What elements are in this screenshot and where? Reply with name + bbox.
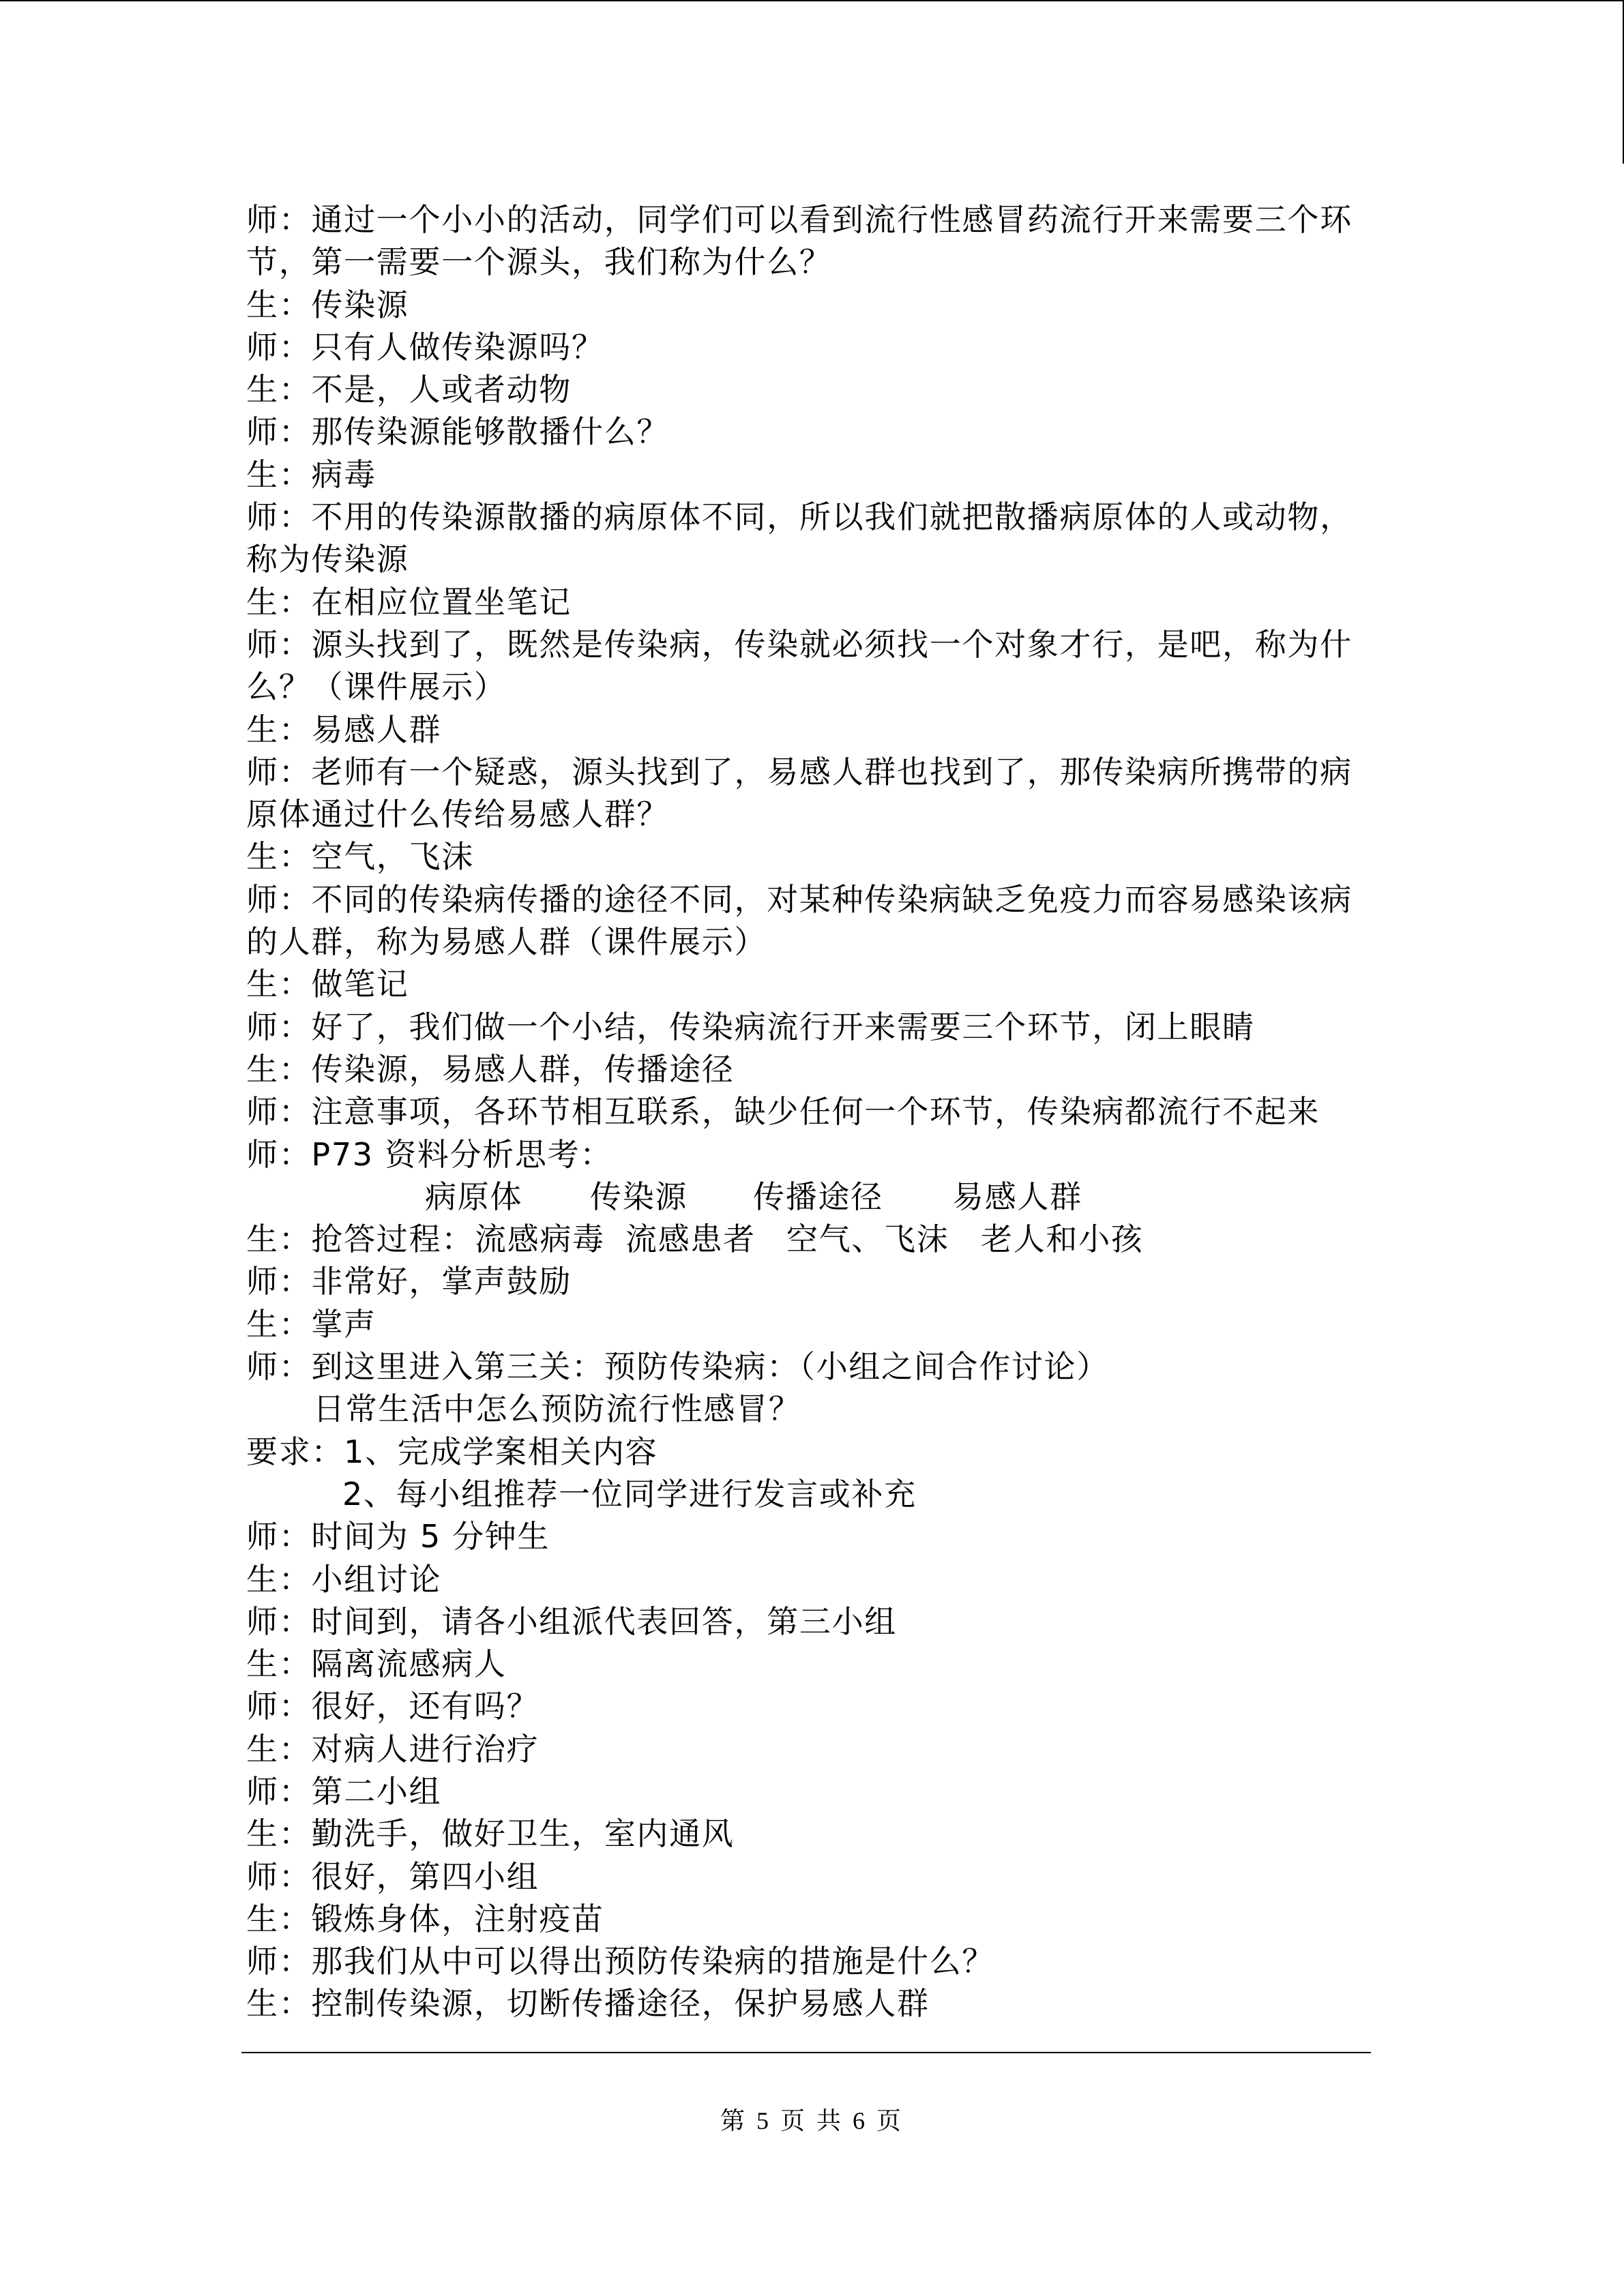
- transcript-line: 师：P73 资料分析思考：: [246, 1135, 612, 1173]
- transcript-line: 师：只有人做传染源吗？: [246, 328, 604, 366]
- transcript-line: 生：锻炼身体，注射疫苗: [246, 1900, 604, 1937]
- transcript-line: 日常生活中怎么预防流行性感冒？: [313, 1390, 801, 1428]
- transcript-line: 生：控制传染源，切断传播途径，保护易感人群: [246, 1985, 930, 2023]
- transcript-line: 2、每小组推荐一位同学进行发言或补充: [342, 1475, 917, 1512]
- transcript-line: 师：很好，还有吗？: [246, 1688, 540, 1725]
- lesson-transcript: [246, 198, 1378, 2025]
- transcript-line: 原体通过什么传给易感人群？: [246, 796, 670, 833]
- footer-divider: [241, 2052, 1371, 2053]
- answer-item-susceptible: 老人和小孩: [981, 1221, 1144, 1258]
- transcript-line: 生：做笔记: [246, 966, 409, 1003]
- transcript-line: 师：源头找到了，既然是传染病，传染就必须找一个对象才行，是吧，称为什: [246, 625, 1353, 663]
- transcript-line: 师：很好，第四小组: [246, 1858, 540, 1895]
- answer-item-pathogen: 流感病毒: [475, 1221, 605, 1258]
- transcript-line: 节，第一需要一个源头，我们称为什么？: [246, 243, 832, 281]
- transcript-line: 生：传染源，易感人群，传播途径: [246, 1050, 735, 1088]
- transcript-line: 师：时间到，请各小组派代表回答，第三小组: [246, 1602, 897, 1640]
- transcript-line: 师：那传染源能够散播什么？: [246, 413, 670, 451]
- transcript-line: 师：不同的传染病传播的途径不同，对某种传染病缺乏免疫力而容易感染该病: [246, 880, 1353, 918]
- page-top-border: [0, 0, 1624, 1]
- transcript-line: 师：通过一个小小的活动，同学们可以看到流行性感冒药流行开来需要三个环: [246, 201, 1353, 238]
- transcript-line: 生：在相应位置坐笔记: [246, 583, 572, 621]
- analysis-header-source: 传染源: [590, 1178, 688, 1215]
- transcript-line: 师：好了，我们做一个小结，传染病流行开来需要三个环节，闭上眼睛: [246, 1008, 1255, 1045]
- answer-item-route: 空气、飞沫: [786, 1221, 949, 1258]
- answer-row: [246, 1218, 1378, 1260]
- transcript-line: 生：对病人进行治疗: [246, 1730, 540, 1768]
- transcript-line: 师：那我们从中可以得出预防传染病的措施是什么？: [246, 1943, 995, 1980]
- transcript-line: 生：传染源: [246, 286, 409, 323]
- transcript-line: 师：第二小组: [246, 1772, 442, 1810]
- answer-item-source: 流感患者: [625, 1221, 756, 1258]
- transcript-line: 么？（课件展示）: [246, 668, 507, 706]
- transcript-line: 称为传染源: [246, 541, 409, 578]
- transcript-line: 师：不用的传染源散播的病原体不同，所以我们就把散播病原体的人或动物，: [246, 498, 1353, 536]
- answer-prefix: 生：抢答过程：: [246, 1221, 474, 1258]
- transcript-line: 要求：1、完成学案相关内容: [246, 1433, 658, 1470]
- transcript-line: 生：易感人群: [246, 711, 442, 748]
- transcript-line: 生：掌声: [246, 1305, 377, 1343]
- transcript-line: 的人群，称为易感人群（课件展示）: [246, 923, 767, 961]
- transcript-line: 生：小组讨论: [246, 1560, 442, 1598]
- page-number: 第 5 页 共 6 页: [720, 2107, 904, 2134]
- transcript-line: 师：老师有一个疑惑，源头找到了，易感人群也找到了，那传染病所携带的病: [246, 753, 1353, 790]
- analysis-header-susceptible: 易感人群: [952, 1178, 1082, 1215]
- transcript-line: 生：空气，飞沫: [246, 838, 474, 876]
- transcript-line: 师：非常好，掌声鼓励: [246, 1263, 572, 1300]
- analysis-header-pathogen: 病原体: [425, 1178, 523, 1215]
- transcript-line: 师：时间为 5 分钟生: [246, 1518, 550, 1555]
- transcript-line: 师：注意事项，各环节相互联系，缺少任何一个环节，传染病都流行不起来: [246, 1093, 1320, 1131]
- analysis-header-route: 传播途径: [753, 1178, 883, 1215]
- transcript-line: 师：到这里进入第三关：预防传染病：（小组之间合作讨论）: [246, 1348, 1109, 1386]
- transcript-line: 生：不是，人或者动物: [246, 371, 572, 408]
- transcript-line: 生：勤洗手，做好卫生，室内通风: [246, 1815, 735, 1853]
- analysis-header-row: [246, 1176, 1378, 1218]
- transcript-line: 生：隔离流感病人: [246, 1645, 507, 1683]
- transcript-line: 生：病毒: [246, 456, 377, 493]
